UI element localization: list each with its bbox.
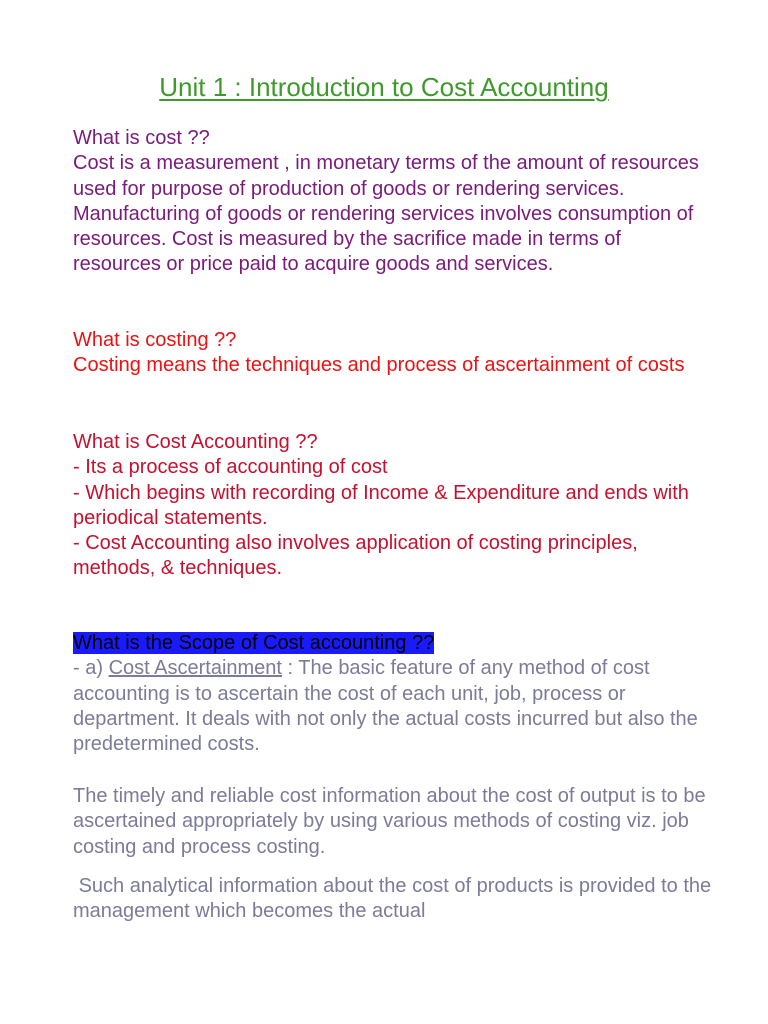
section-scope xyxy=(73,631,713,757)
page-title: Unit 1 : Introduction to Cost Accounting xyxy=(159,72,609,102)
scope-paragraph-2 xyxy=(73,784,713,860)
section-what-is-cost xyxy=(73,126,713,278)
scope-term-definition: : The basic feature of any method of cost accounting is to ascertain the cost of each unit, job, process or department. It deals with not only the actual costs incurred but also the predetermined costs. xyxy=(73,657,698,756)
section-what-is-costing xyxy=(73,328,713,379)
scope-item-a xyxy=(73,656,713,757)
cost-accounting-point: - Its a process of accounting of cost xyxy=(73,456,388,479)
cost-accounting-point: - Which begins with recording of Income & Expenditure and ends with periodical statements. xyxy=(73,481,689,529)
cost-answer: Cost is a measurement , in monetary terms of the amount of resources used for purpose of production of goods or rendering services. Manufacturing of goods or rendering services involves consumption of resources. Cost is measured by the sacrifice made in terms of resources or price paid to acquire goods and services. xyxy=(73,152,699,276)
scope-question-highlight: What is the Scope of Cost accounting ?? xyxy=(73,632,435,654)
costing-question: What is costing ?? xyxy=(73,329,237,351)
scope-item-prefix: - a) xyxy=(73,657,109,680)
cost-accounting-question: What is Cost Accounting ?? xyxy=(73,431,318,453)
cost-accounting-point: - Cost Accounting also involves application of costing principles, methods, & techniques. xyxy=(73,532,638,580)
cost-question: What is cost ?? xyxy=(73,127,210,149)
scope-term-underlined: Cost Ascertainment xyxy=(108,657,282,680)
costing-answer: Costing means the techniques and process of ascertainment of costs xyxy=(73,354,685,377)
scope-paragraph-3 xyxy=(73,874,717,925)
section-what-is-cost-accounting xyxy=(73,430,713,582)
scope-paragraph-3-text: Such analytical information about the cost of products is provided to the management which becomes the actual xyxy=(73,875,717,923)
scope-paragraph-2-text: The timely and reliable cost information about the cost of output is to be ascertained appropriately by using various methods of costing viz. job costing and process costing. xyxy=(73,785,706,858)
